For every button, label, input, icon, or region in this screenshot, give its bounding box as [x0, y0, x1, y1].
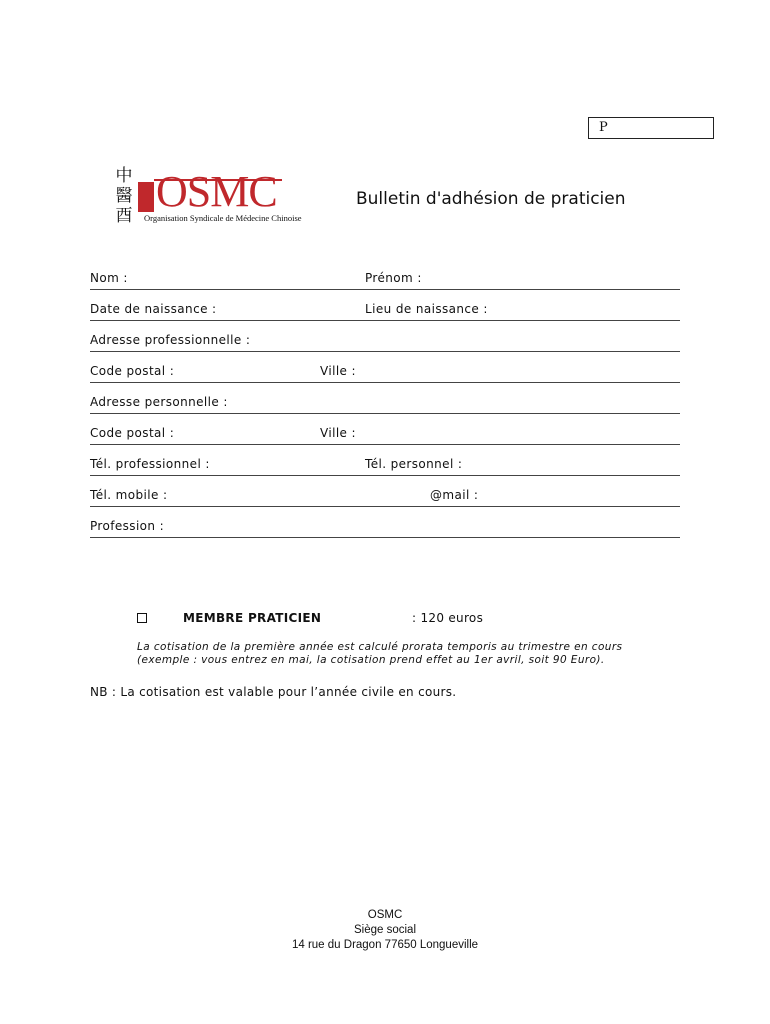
- footer-line: 14 rue du Dragon 77650 Longueville: [291, 939, 479, 951]
- membre-praticien-checkbox[interactable]: [137, 613, 147, 623]
- logo-hanzi-char: 中: [115, 166, 133, 186]
- row-code-ville-2[interactable]: [90, 426, 680, 445]
- reference-box[interactable]: P: [588, 117, 714, 139]
- field-label-lieu-naissance: Lieu de naissance :: [365, 302, 488, 316]
- field-label-ville: Ville :: [320, 364, 356, 378]
- membership-label: MEMBRE PRATICIEN: [183, 611, 322, 625]
- field-label-tel-mobile: Tél. mobile :: [90, 488, 168, 502]
- row-adresse-perso[interactable]: [90, 395, 680, 414]
- field-label-date-naissance: Date de naissance :: [90, 302, 217, 316]
- footer-line: Siège social: [353, 924, 416, 936]
- field-label-adresse-pro: Adresse professionnelle :: [90, 333, 251, 347]
- row-adresse-pro[interactable]: [90, 333, 680, 352]
- row-profession[interactable]: [90, 519, 680, 538]
- page-title: Bulletin d'adhésion de praticien: [356, 189, 626, 209]
- field-label-prenom: Prénom :: [365, 271, 422, 285]
- footer-address: [0, 908, 770, 953]
- field-label-code-postal: Code postal :: [90, 426, 175, 440]
- field-label-profession: Profession :: [90, 519, 165, 533]
- logo-hanzi-char: 酉: [115, 206, 133, 226]
- row-naissance[interactable]: [90, 302, 680, 321]
- membership-note: [137, 641, 622, 667]
- logo-subtitle: Organisation Syndicale de Médecine Chinoise: [144, 213, 302, 223]
- field-label-code-postal: Code postal :: [90, 364, 175, 378]
- logo-name: OSMC: [156, 167, 277, 216]
- row-mobile-email[interactable]: [90, 488, 680, 507]
- field-label-email: @mail :: [430, 488, 479, 502]
- nb-note: NB : La cotisation est valable pour l’année civile en cours.: [90, 685, 457, 699]
- field-label-ville: Ville :: [320, 426, 356, 440]
- row-code-ville-1[interactable]: [90, 364, 680, 383]
- row-nom-prenom[interactable]: [90, 271, 680, 290]
- membership-price: : 120 euros: [412, 611, 484, 625]
- membership-note-line: La cotisation de la première année est calculé prorata temporis au trimestre en cours: [137, 641, 623, 653]
- field-label-tel-perso: Tél. personnel :: [365, 457, 463, 471]
- field-label-adresse-perso: Adresse personnelle :: [90, 395, 228, 409]
- logo-hanzi-char: 醫: [115, 186, 133, 206]
- footer-line: OSMC: [367, 909, 403, 921]
- logo-red-bar: [138, 182, 154, 212]
- logo-hanzi: [110, 166, 138, 226]
- membership-note-line: (exemple : vous entrez en mai, la cotisation prend effet au 1er avril, soit 90 Euro).: [137, 654, 605, 666]
- row-telephones[interactable]: [90, 457, 680, 476]
- field-label-nom: Nom :: [90, 271, 128, 285]
- field-label-tel-pro: Tél. professionnel :: [90, 457, 210, 471]
- osmc-logo: [110, 166, 310, 226]
